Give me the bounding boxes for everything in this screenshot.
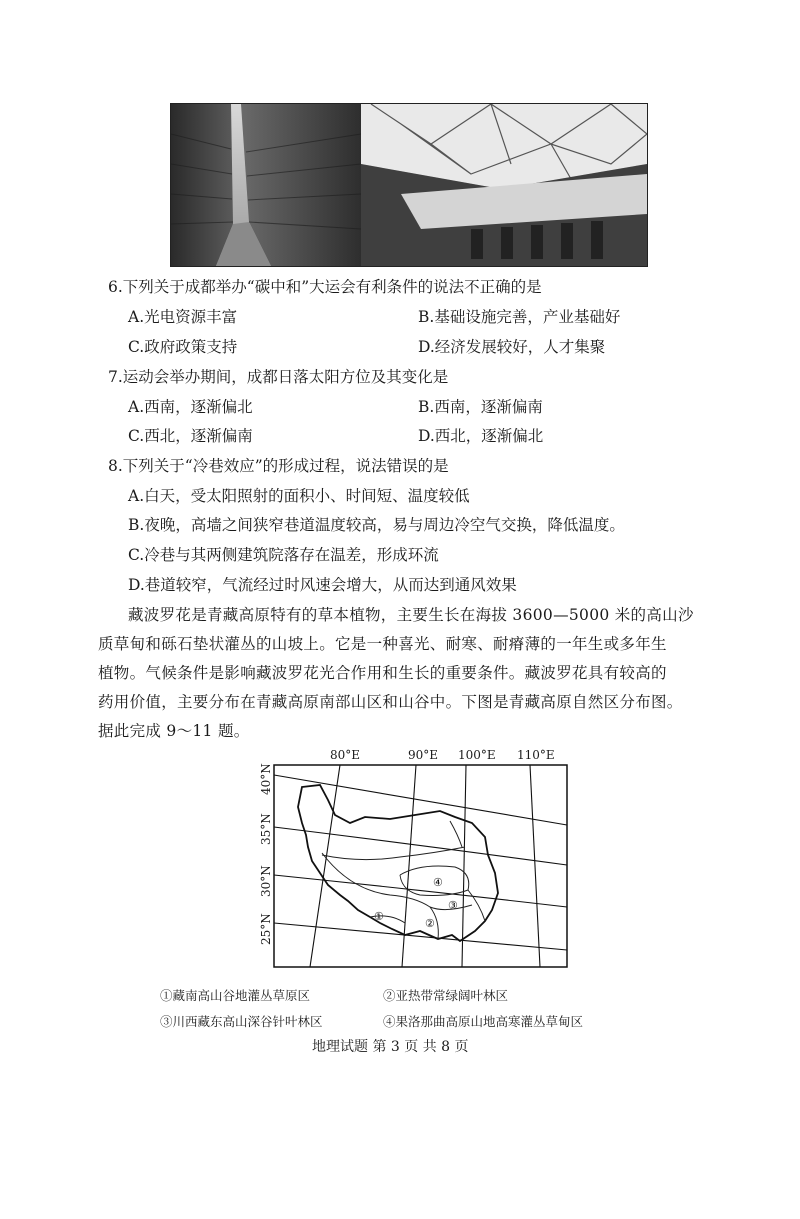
question-8-option-d: D.巷道较窄，气流经过时风速会增大，从而达到通风效果 — [128, 576, 517, 594]
graticule — [274, 765, 567, 967]
question-7-option-b: B.西南，逐渐偏南 — [418, 398, 543, 416]
legend-item-3: ③川西藏东高山深谷针叶林区 — [160, 1014, 323, 1029]
lat-label-40: 40°N — [259, 763, 273, 795]
lon-label-80: 80°E — [330, 748, 361, 762]
legend-item-2: ②亚热带常绿阔叶林区 — [383, 988, 509, 1003]
question-8-stem: 8.下列关于“冷巷效应”的形成过程，说法错误的是 — [108, 457, 449, 475]
question-6-option-c: C.政府政策支持 — [128, 338, 238, 356]
legend-item-4: ④果洛那曲高原山地高寒灌丛草甸区 — [383, 1014, 584, 1029]
qinghai-tibet-map — [240, 745, 580, 980]
question-8-option-b: B.夜晚，高墙之间狭窄巷道温度较高，易与周边冷空气交换，降低温度。 — [128, 516, 625, 534]
passage-line-2: 质草甸和砾石垫状灌丛的山坡上。它是一种喜光、耐寒、耐瘠薄的一年生或多年生 — [98, 635, 667, 653]
zone-marker-3: ③ — [448, 899, 458, 912]
question-6-option-a: A.光电资源丰富 — [128, 308, 238, 326]
zone-marker-1: ① — [374, 910, 384, 923]
passage-line-1: 藏波罗花是青藏高原特有的草本植物，主要生长在海拔 3600—5000 米的高山沙 — [128, 606, 694, 624]
question-6-option-b: B.基础设施完善，产业基础好 — [418, 308, 621, 326]
zone-boundaries — [322, 821, 485, 939]
lon-label-110: 110°E — [517, 748, 555, 762]
question-7-option-a: A.西南，逐渐偏北 — [128, 398, 253, 416]
photo-illustration — [171, 104, 647, 266]
question-7-option-d: D.西北，逐渐偏北 — [418, 427, 544, 445]
passage-line-5: 据此完成 9～11 题。 — [98, 722, 250, 740]
lon-label-100: 100°E — [458, 748, 496, 762]
question-7-option-c: C.西北，逐渐偏南 — [128, 427, 253, 445]
lon-label-90: 90°E — [408, 748, 439, 762]
question-6-stem: 6.下列关于成都举办“碳中和”大运会有利条件的说法不正确的是 — [108, 278, 542, 296]
page-footer: 地理试题 第 3 页 共 8 页 — [312, 1039, 469, 1055]
legend-item-1: ①藏南高山谷地灌丛草原区 — [160, 988, 311, 1003]
question-7-stem: 7.运动会举办期间，成都日落太阳方位及其变化是 — [108, 368, 449, 386]
map-svg — [240, 745, 580, 980]
question-8-option-c: C.冷巷与其两侧建筑院落存在温差，形成环流 — [128, 546, 439, 564]
lat-label-30: 30°N — [259, 865, 273, 897]
question-6-option-d: D.经济发展较好，人才集聚 — [418, 338, 606, 356]
passage-line-4: 药用价值，主要分布在青藏高原南部山区和山谷中。下图是青藏高原自然区分布图。 — [98, 693, 683, 711]
lat-label-35: 35°N — [259, 813, 273, 845]
passage-line-3: 植物。气候条件是影响藏波罗花光合作用和生长的重要条件。藏波罗花具有较高的 — [98, 664, 667, 682]
lat-label-25: 25°N — [259, 913, 273, 945]
zone-marker-2: ② — [425, 917, 435, 930]
figure-photo — [170, 103, 648, 267]
zone-marker-4: ④ — [433, 876, 443, 889]
question-8-option-a: A.白天，受太阳照射的面积小、时间短、温度较低 — [128, 487, 470, 505]
